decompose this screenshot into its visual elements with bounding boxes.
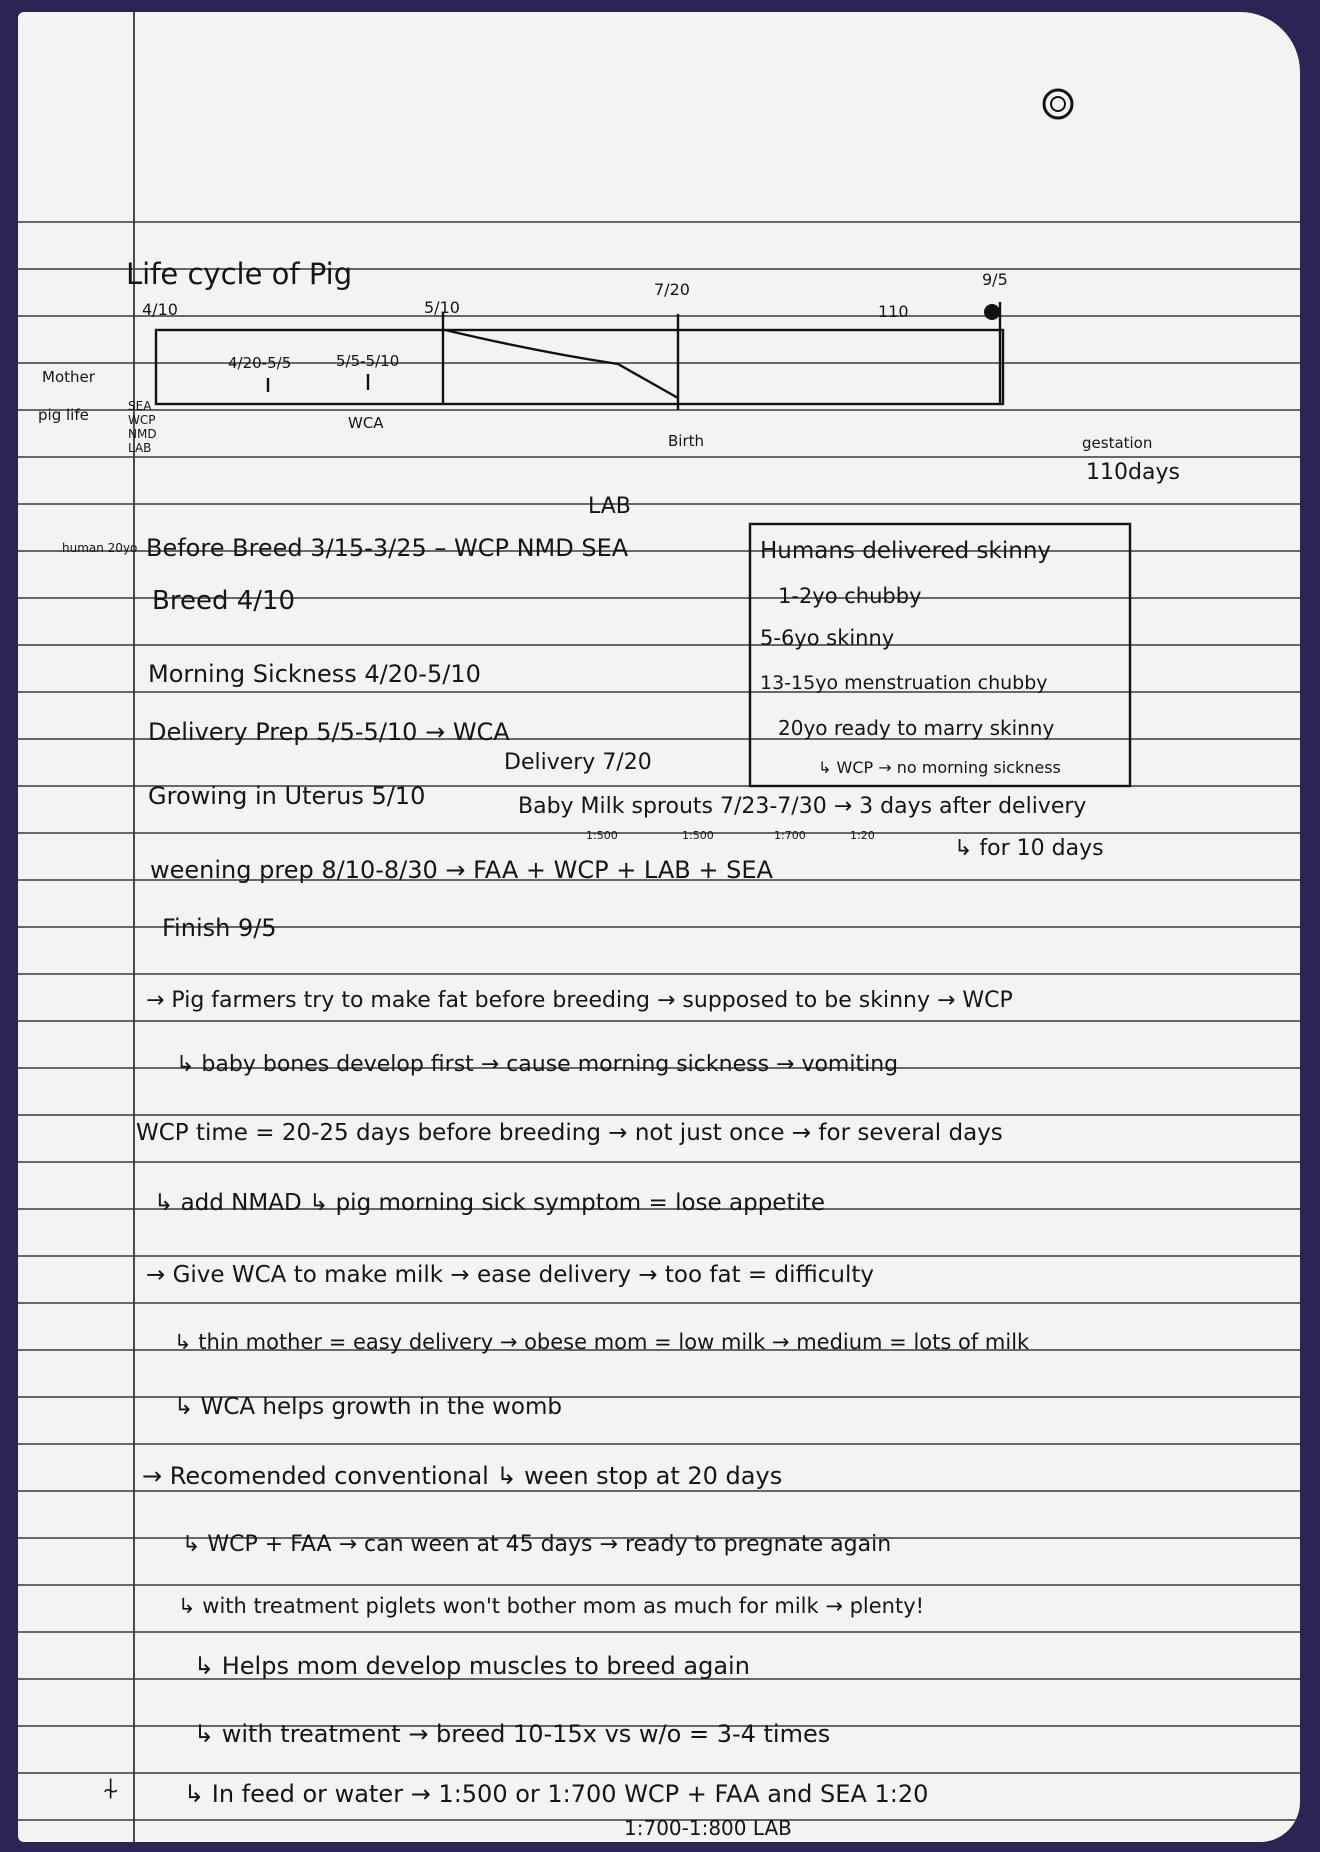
note-1: → Pig farmers try to make fat before breeding → supposed to be skinny → WCP xyxy=(146,988,1013,1013)
side-label-mother: Mother xyxy=(42,368,95,386)
side-item-lab: LAB xyxy=(128,441,152,455)
side-item-wcp: WCP xyxy=(128,413,156,427)
timeline-date-5-10: 5/10 xyxy=(424,298,460,317)
human-note: human 20yo xyxy=(62,541,138,555)
timeline-wca: WCA xyxy=(348,414,384,432)
schedule-row-morning-sickness: Morning Sickness 4/20-5/10 xyxy=(148,660,481,688)
note-12: ↳ with treatment → breed 10-15x vs w/o = 3-4 times xyxy=(194,1720,831,1748)
box-line-2: 1-2yo chubby xyxy=(778,584,922,608)
note-5: → Give WCA to make milk → ease delivery → too fat = difficulty xyxy=(146,1262,874,1288)
schedule-row-delivery-prep: Delivery Prep 5/5-5/10 → WCA xyxy=(148,718,510,746)
schedule-row-growing: Growing in Uterus 5/10 xyxy=(148,782,426,810)
margin-doodle-icon: ⍭ xyxy=(102,1771,120,1805)
lab-above-label: LAB xyxy=(588,494,631,519)
note-2: ↳ baby bones develop first → cause morning sickness → vomiting xyxy=(176,1052,899,1077)
box-line-3: 5-6yo skinny xyxy=(760,626,895,650)
schedule-row-breed: Breed 4/10 xyxy=(152,586,296,616)
timeline-segment-1: 4/20-5/5 xyxy=(228,354,292,372)
timeline-days-110: 110 xyxy=(878,302,909,321)
box-line-4: 13-15yo menstruation chubby xyxy=(760,672,1048,694)
note-3: WCP time = 20-25 days before breeding → not just once → for several days xyxy=(136,1120,1003,1146)
note-14: 1:700-1:800 LAB xyxy=(624,1816,792,1840)
ratio-4: 1:20 xyxy=(850,829,875,842)
box-line-1: Humans delivered skinny xyxy=(760,538,1052,564)
note-10: ↳ with treatment piglets won't bother mom as much for milk → plenty! xyxy=(178,1594,925,1618)
schedule-row-finish: Finish 9/5 xyxy=(162,914,277,942)
box-line-5: 20yo ready to marry skinny xyxy=(778,716,1055,740)
ratio-3: 1:700 xyxy=(774,829,806,842)
notebook-page xyxy=(18,12,1300,1842)
note-13: ↳ In feed or water → 1:500 or 1:700 WCP + FAA and SEA 1:20 xyxy=(184,1780,929,1808)
gestation-days: 110days xyxy=(1086,460,1180,485)
note-4: ↳ add NMAD ↳ pig morning sick symptom = lose appetite xyxy=(154,1190,826,1216)
schedule-row-before-breed: Before Breed 3/15-3/25 – WCP NMD SEA xyxy=(146,534,629,562)
ratio-2: 1:500 xyxy=(682,829,714,842)
note-11: ↳ Helps mom develop muscles to breed again xyxy=(194,1652,750,1680)
ratio-1: 1:500 xyxy=(586,829,618,842)
box-line-6: ↳ WCP → no morning sickness xyxy=(818,758,1061,777)
delivery-date: Delivery 7/20 xyxy=(504,750,652,775)
timeline-birth: Birth xyxy=(668,432,705,450)
note-9: ↳ WCP + FAA → can ween at 45 days → ready to pregnate again xyxy=(182,1532,892,1557)
note-6: ↳ thin mother = easy delivery → obese mom = low milk → medium = lots of milk xyxy=(174,1330,1030,1354)
page-title: Life cycle of Pig xyxy=(126,257,353,291)
note-7: ↳ WCA helps growth in the womb xyxy=(174,1394,563,1420)
for-ten-days: ↳ for 10 days xyxy=(954,836,1104,861)
baby-milk-sprouts: Baby Milk sprouts 7/23-7/30 → 3 days after delivery xyxy=(518,794,1087,819)
gestation-label: gestation xyxy=(1082,434,1153,452)
note-8: → Recomended conventional ↳ ween stop at 20 days xyxy=(142,1462,783,1490)
timeline-date-9-5: 9/5 xyxy=(982,270,1008,289)
side-label-pig-life: pig life xyxy=(38,406,89,424)
side-item-nmd: NMD xyxy=(128,427,157,441)
timeline-date-7-20: 7/20 xyxy=(654,280,690,299)
side-item-sea: SEA xyxy=(128,399,152,413)
schedule-row-weening-prep: weening prep 8/10-8/30 → FAA + WCP + LAB + SEA xyxy=(150,856,773,884)
timeline-segment-2: 5/5-5/10 xyxy=(336,352,400,370)
timeline-date-start: 4/10 xyxy=(142,300,178,319)
